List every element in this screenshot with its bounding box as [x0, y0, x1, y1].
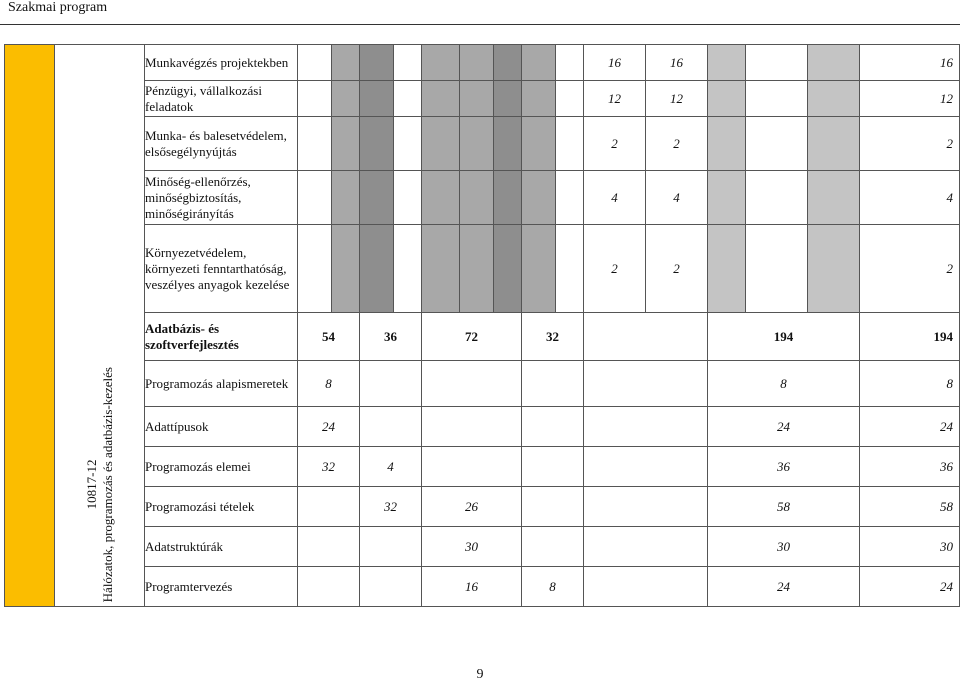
hours-cell	[584, 567, 708, 607]
hours-cell	[298, 527, 360, 567]
total-cell: 2	[860, 225, 960, 313]
hours-cell: 26	[422, 487, 522, 527]
hours-cell: 32	[360, 487, 422, 527]
hours-cell: 32	[522, 313, 584, 361]
hours-cell: 36	[708, 447, 860, 487]
total-cell: 8	[860, 361, 960, 407]
hours-cell	[522, 487, 584, 527]
page-header-title: Szakmai program	[8, 0, 108, 15]
hours-cell: 58	[708, 487, 860, 527]
hours-cell	[422, 407, 522, 447]
curriculum-table	[4, 44, 960, 607]
total-cell: 30	[860, 527, 960, 567]
hours-cell: 30	[708, 527, 860, 567]
table-row	[5, 171, 960, 225]
hours-cell: 12	[584, 81, 646, 117]
subject-label: Munkavégzés projektekben	[145, 45, 298, 81]
hours-cell: 16	[584, 45, 646, 81]
hours-cell: 8	[298, 361, 360, 407]
subject-label: Minőség-ellenőrzés, minőségbiztosítás, minőségirányítás	[145, 171, 298, 225]
hours-cell: 32	[298, 447, 360, 487]
hours-cell: 2	[584, 225, 646, 313]
subject-label: Programozás alapismeretek	[145, 361, 298, 407]
table-row	[5, 567, 960, 607]
hours-cell	[360, 407, 422, 447]
table-row	[5, 81, 960, 117]
subject-label: Adatbázis- és szoftverfejlesztés	[145, 313, 298, 361]
hours-cell	[584, 313, 708, 361]
hours-cell: 72	[422, 313, 522, 361]
subject-label: Programozás elemei	[145, 447, 298, 487]
total-cell: 58	[860, 487, 960, 527]
table-row	[5, 361, 960, 407]
module-vertical-label	[84, 367, 116, 602]
hours-cell	[584, 361, 708, 407]
hours-cell	[522, 361, 584, 407]
total-cell: 24	[860, 567, 960, 607]
hours-cell	[522, 407, 584, 447]
subject-label: Munka- és balesetvédelem, elsősegélynyújtás	[145, 117, 298, 171]
hours-cell	[360, 527, 422, 567]
hours-cell: 2	[646, 117, 708, 171]
total-cell: 12	[860, 81, 960, 117]
hours-cell	[422, 361, 522, 407]
hours-cell	[522, 447, 584, 487]
table-row	[5, 527, 960, 567]
hours-cell	[584, 527, 708, 567]
module-name: Hálózatok, programozás és adatbázis-kezelés	[99, 366, 115, 602]
table-row	[5, 407, 960, 447]
hours-cell: 2	[584, 117, 646, 171]
hours-cell	[584, 407, 708, 447]
module-cell	[55, 45, 145, 607]
hours-cell: 16	[646, 45, 708, 81]
hours-cell: 4	[584, 171, 646, 225]
hours-cell: 24	[708, 407, 860, 447]
subject-label: Adattípusok	[145, 407, 298, 447]
hours-cell: 8	[522, 567, 584, 607]
hours-cell: 4	[360, 447, 422, 487]
hours-cell: 16	[422, 567, 522, 607]
hours-cell	[584, 447, 708, 487]
hours-cell	[298, 567, 360, 607]
subject-label: Programozási tételek	[145, 487, 298, 527]
subject-label: Környezetvédelem, környezeti fenntarthatóság, veszélyes anyagok kezelése	[145, 225, 298, 313]
total-cell: 36	[860, 447, 960, 487]
total-cell: 2	[860, 117, 960, 171]
subject-label: Pénzügyi, vállalkozási feladatok	[145, 81, 298, 117]
hours-cell: 36	[360, 313, 422, 361]
hours-cell: 30	[422, 527, 522, 567]
hours-cell	[584, 487, 708, 527]
total-cell: 24	[860, 407, 960, 447]
hours-cell: 24	[708, 567, 860, 607]
hours-cell	[422, 447, 522, 487]
page-number: 9	[476, 667, 484, 682]
total-cell: 4	[860, 171, 960, 225]
header-divider	[0, 24, 960, 25]
module-code: 10817-12	[83, 459, 99, 510]
hours-cell	[298, 487, 360, 527]
hours-cell: 8	[708, 361, 860, 407]
hours-cell: 24	[298, 407, 360, 447]
side-accent-bar	[5, 45, 55, 607]
hours-cell: 194	[708, 313, 860, 361]
hours-cell: 2	[646, 225, 708, 313]
total-cell: 16	[860, 45, 960, 81]
hours-cell	[522, 527, 584, 567]
table-row	[5, 225, 960, 313]
total-cell: 194	[860, 313, 960, 361]
subject-label: Adatstruktúrák	[145, 527, 298, 567]
table-row	[5, 447, 960, 487]
hours-cell: 4	[646, 171, 708, 225]
hours-cell: 54	[298, 313, 360, 361]
hours-cell	[360, 567, 422, 607]
table-row	[5, 313, 960, 361]
hours-cell: 12	[646, 81, 708, 117]
hours-cell	[360, 361, 422, 407]
table-row	[5, 45, 960, 81]
subject-label: Programtervezés	[145, 567, 298, 607]
table-row	[5, 487, 960, 527]
table-row	[5, 117, 960, 171]
